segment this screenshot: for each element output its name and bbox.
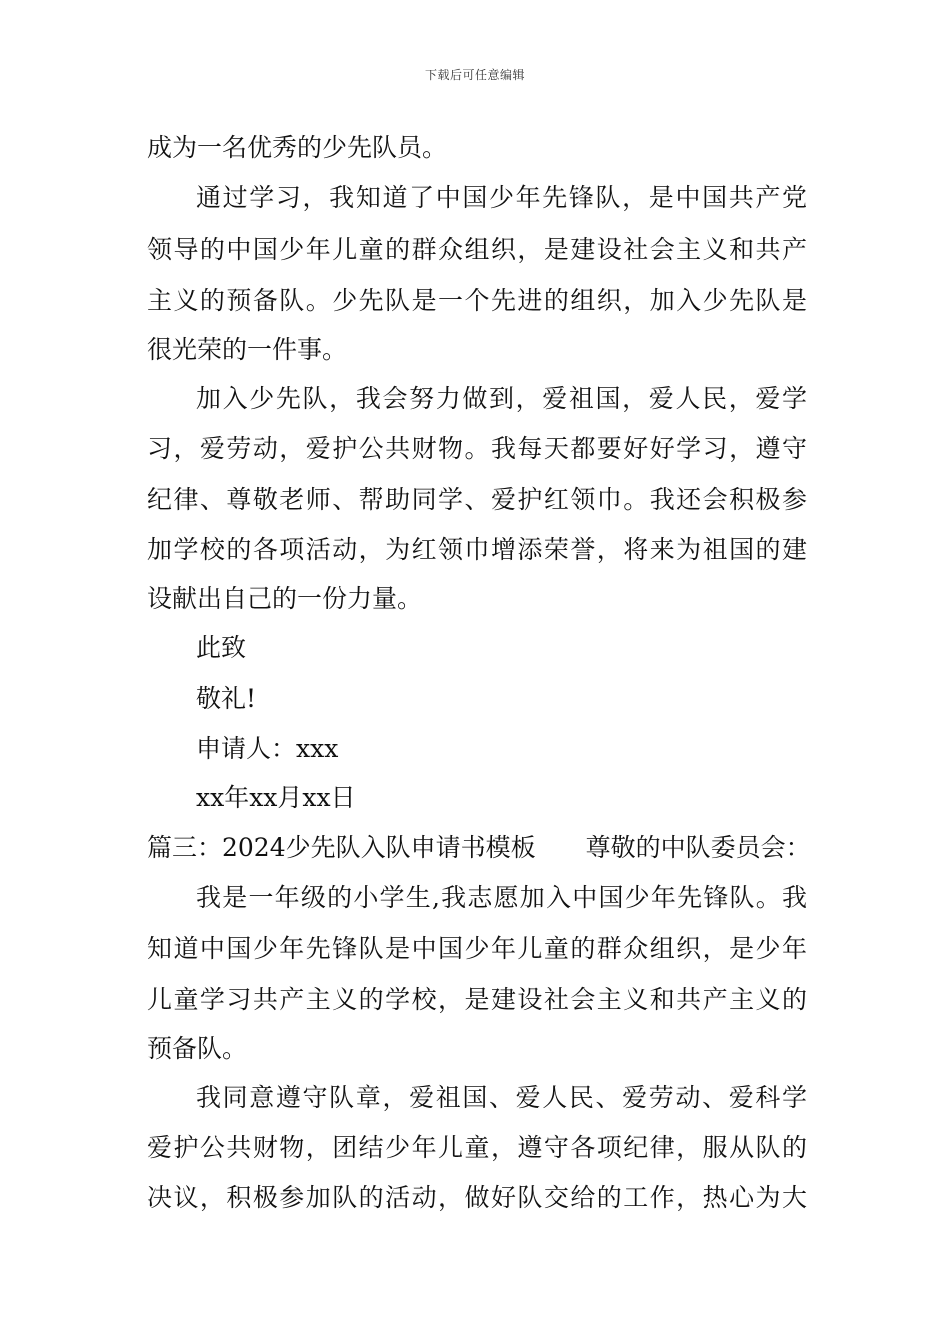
text-line: 知道中国少年先锋队是中国少年儿童的群众组织，是少年 bbox=[147, 934, 807, 963]
text-line: 成为一名优秀的少先队员。 bbox=[147, 133, 448, 162]
text-line: 爱护公共财物，团结少年儿童，遵守各项纪律，服从队的 bbox=[147, 1133, 807, 1162]
text-line: 主义的预备队。少先队是一个先进的组织，加入少先队是 bbox=[147, 286, 807, 315]
text-line: 领导的中国少年儿童的群众组织，是建设社会主义和共产 bbox=[147, 235, 807, 264]
text-line: 纪律、尊敬老师、帮助同学、爱护红领巾。我还会积极参 bbox=[147, 485, 807, 514]
section-heading: 篇三：2024少先队入队申请书模板 尊敬的中队委员会： bbox=[147, 833, 811, 862]
text-line: 我同意遵守队章，爱祖国、爱人民、爱劳动、爱科学 bbox=[196, 1083, 807, 1112]
closing-salutation: 此致 bbox=[196, 633, 247, 662]
text-line: 习，爱劳动，爱护公共财物。我每天都要好好学习，遵守 bbox=[147, 434, 807, 463]
text-line: 儿童学习共产主义的学校，是建设社会主义和共产主义的 bbox=[147, 985, 807, 1014]
text-line: 加学校的各项活动，为红领巾增添荣誉，将来为祖国的建 bbox=[147, 535, 807, 564]
header-note: 下载后可任意编辑 bbox=[424, 68, 525, 82]
text-line: 通过学习，我知道了中国少年先锋队，是中国共产党 bbox=[196, 183, 807, 212]
text-line: 很光荣的一件事。 bbox=[147, 335, 348, 364]
text-line: 决议，积极参加队的活动，做好队交给的工作，热心为大 bbox=[147, 1183, 807, 1212]
date-line: xx年xx月xx日 bbox=[196, 783, 356, 812]
text-line: 设献出自己的一份力量。 bbox=[147, 584, 423, 613]
text-line: 加入少先队，我会努力做到，爱祖国，爱人民，爱学 bbox=[196, 384, 807, 413]
text-line: 我是一年级的小学生,我志愿加入中国少年先锋队。我 bbox=[196, 883, 807, 912]
applicant-line: 申请人：xxx bbox=[196, 734, 339, 763]
closing-respect: 敬礼! bbox=[196, 684, 257, 713]
text-line: 预备队。 bbox=[147, 1034, 248, 1063]
